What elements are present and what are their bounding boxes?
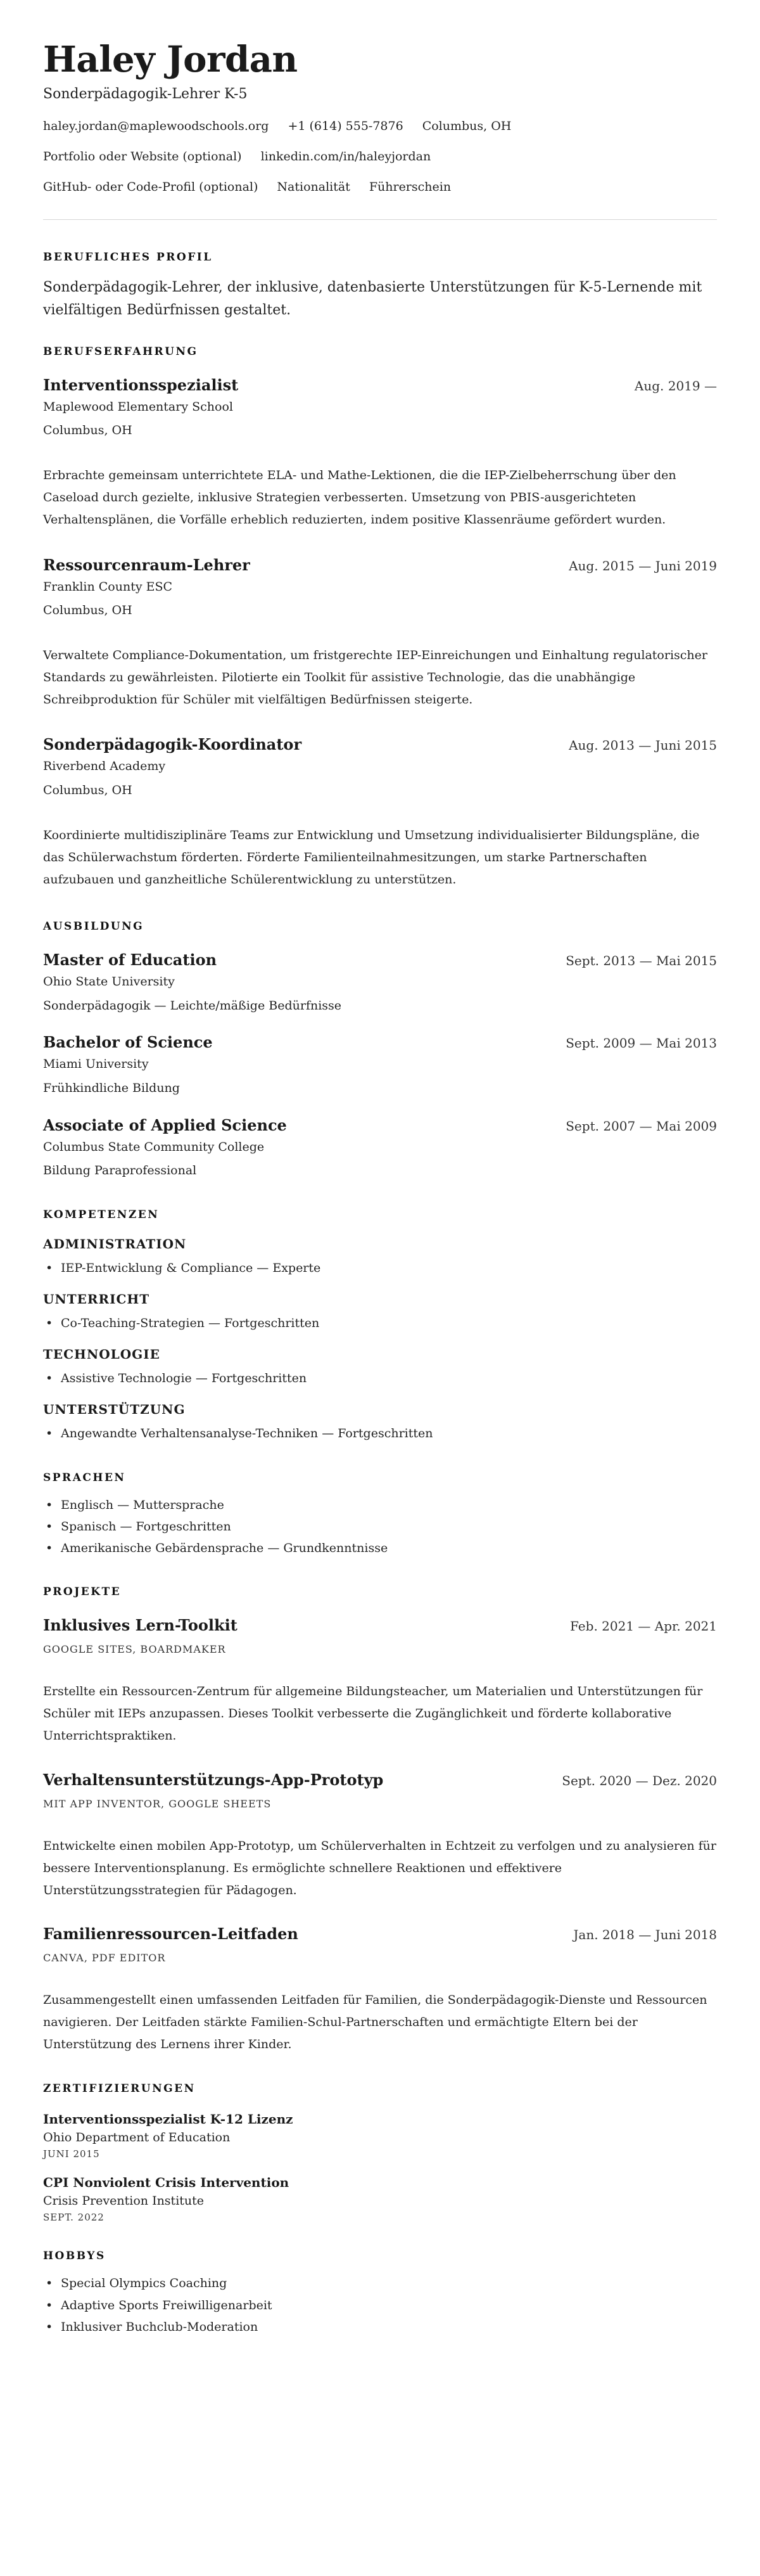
certification-issuer: Crisis Prevention Institute xyxy=(43,2194,205,2208)
contact-phone[interactable]: +1 (614) 555-7876 xyxy=(288,119,403,134)
certification-entry xyxy=(43,2111,717,2160)
education-entry xyxy=(43,1033,717,1096)
skills-section xyxy=(43,1208,717,1445)
experience-entry xyxy=(43,735,717,891)
skill-group xyxy=(43,1347,717,1389)
project-tech: GOOGLE SITES, BOARDMAKER xyxy=(43,1643,226,1656)
contact-row-extra xyxy=(43,179,717,195)
candidate-name: Haley Jordan xyxy=(43,39,298,80)
header-divider xyxy=(43,219,717,220)
degree-title: Master of Education xyxy=(43,950,217,969)
school-name: Ohio State University xyxy=(43,974,175,989)
skill-item: • Co-Teaching-Strategien — Fortgeschritten xyxy=(43,1312,717,1334)
hobby-item: • Adaptive Sports Freiwilligenarbeit xyxy=(43,2295,717,2316)
section-title-hobbies: HOBBYS xyxy=(43,2250,106,2263)
job-employer: Maplewood Elementary School xyxy=(43,399,233,414)
skill-category: TECHNOLOGIE xyxy=(43,1347,160,1362)
project-entry xyxy=(43,1771,717,1902)
project-date: Jan. 2018 — Juni 2018 xyxy=(573,1926,717,1942)
job-employer: Riverbend Academy xyxy=(43,759,166,774)
education-entry xyxy=(43,1116,717,1179)
school-name: Columbus State Community College xyxy=(43,1139,265,1154)
section-title-skills: KOMPETENZEN xyxy=(43,1208,160,1221)
job-location: Columbus, OH xyxy=(43,783,132,797)
skill-category: UNTERRICHT xyxy=(43,1291,150,1307)
project-entry xyxy=(43,1616,717,1747)
languages-section xyxy=(43,1471,717,1560)
degree-date: Sept. 2007 — Mai 2009 xyxy=(566,1118,717,1134)
project-date: Sept. 2020 — Dez. 2020 xyxy=(562,1772,717,1788)
degree-date: Sept. 2009 — Mai 2013 xyxy=(566,1035,717,1051)
degree-field: Frühkindliche Bildung xyxy=(43,1080,180,1095)
school-name: Miami University xyxy=(43,1057,149,1072)
project-title: Familienressourcen-Leitfaden xyxy=(43,1924,298,1943)
contact-drivers-license: Führerschein xyxy=(369,179,452,194)
language-item: • Englisch — Muttersprache xyxy=(43,1494,717,1516)
section-title-profile: BERUFLICHES PROFIL xyxy=(43,251,213,264)
project-entry xyxy=(43,1925,717,2056)
contact-email[interactable]: haley.jordan@maplewoodschools.org xyxy=(43,119,269,134)
experience-entry xyxy=(43,556,717,712)
profile-section xyxy=(43,251,717,321)
education-entry xyxy=(43,951,717,1014)
certification-date: JUNI 2015 xyxy=(43,2148,100,2160)
job-date: Aug. 2013 — Juni 2015 xyxy=(569,738,717,753)
project-description: Erstellte ein Ressourcen-Zentrum für allgemeine Bildungsteacher, um Materialien und Unterstützungen für Schüler mit IEPs anzupassen. Dieses Toolkit verbesserte die Zugänglichkeit und förderte kollaborative Unterrichtspraktiken. xyxy=(43,1684,703,1743)
project-description: Entwickelte einen mobilen App-Prototyp, um Schülerverhalten in Echtzeit zu verfolgen und zu analysieren für bessere Interventionsplanung. Es ermöglichte schnellere Reaktionen und effektivere Unterstützungsstrategien für Pädagogen. xyxy=(43,1838,716,1897)
contact-github[interactable]: GitHub- oder Code-Profil (optional) xyxy=(43,179,258,194)
job-description: Koordinierte multidisziplinäre Teams zur Entwicklung und Umsetzung individualisierter Bildungspläne, die das Schülerwachstum förderten. Förderte Familienteilnahmesitzungen, um starke Partnerschaften aufzubauen und ganzheitliche Schülerentwicklung zu unterstützen. xyxy=(43,828,700,887)
degree-field: Bildung Paraprofessional xyxy=(43,1163,197,1178)
profile-summary: Sonderpädagogik-Lehrer, der inklusive, datenbasierte Unterstützungen für K-5-Lernende mit vielfältigen Bedürfnissen gestaltet. xyxy=(43,279,702,318)
languages-list xyxy=(43,1494,717,1560)
project-description: Zusammengestellt einen umfassenden Leitfaden für Familien, die Sonderpädagogik-Dienste und Ressourcen navigieren. Der Leitfaden stärkte Familien-Schul-Partnerschaften und ermächtigte Eltern bei der Unterstützung des Lernens ihrer Kinder. xyxy=(43,1992,707,2052)
degree-title: Associate of Applied Science xyxy=(43,1115,287,1134)
contact-location: Columbus, OH xyxy=(422,119,512,134)
project-title: Inklusives Lern-Toolkit xyxy=(43,1616,238,1635)
certification-date: SEPT. 2022 xyxy=(43,2212,104,2224)
section-title-languages: SPRACHEN xyxy=(43,1471,126,1484)
certification-title: Interventionsspezialist K-12 Lizenz xyxy=(43,2111,293,2127)
hobbies-list xyxy=(43,2272,717,2338)
resume-header xyxy=(43,39,717,195)
skill-group xyxy=(43,1402,717,1444)
certification-issuer: Ohio Department of Education xyxy=(43,2131,231,2145)
hobby-item: • Inklusiver Buchclub-Moderation xyxy=(43,2316,717,2338)
language-item: • Amerikanische Gebärdensprache — Grundkenntnisse xyxy=(43,1537,717,1559)
job-date: Aug. 2019 — xyxy=(634,378,717,394)
experience-entry xyxy=(43,376,717,532)
skill-category: UNTERSTÜTZUNG xyxy=(43,1402,186,1418)
projects-section xyxy=(43,1586,717,2056)
certification-entry xyxy=(43,2175,717,2223)
skill-category: ADMINISTRATION xyxy=(43,1236,187,1252)
job-title: Interventionsspezialist xyxy=(43,375,239,394)
candidate-headline: Sonderpädagogik-Lehrer K-5 xyxy=(43,86,248,103)
job-location: Columbus, OH xyxy=(43,423,132,438)
job-employer: Franklin County ESC xyxy=(43,579,173,594)
degree-date: Sept. 2013 — Mai 2015 xyxy=(566,952,717,968)
section-title-projects: PROJEKTE xyxy=(43,1586,122,1599)
job-title: Ressourcenraum-Lehrer xyxy=(43,555,250,574)
skill-item: • Assistive Technologie — Fortgeschritten xyxy=(43,1368,717,1389)
skill-item: • Angewandte Verhaltensanalyse-Techniken — Fortgeschritten xyxy=(43,1423,717,1444)
certification-title: CPI Nonviolent Crisis Intervention xyxy=(43,2175,289,2191)
contact-row-primary xyxy=(43,119,717,134)
degree-title: Bachelor of Science xyxy=(43,1033,213,1052)
project-tech: MIT APP INVENTOR, GOOGLE SHEETS xyxy=(43,1797,272,1810)
contact-row-links xyxy=(43,149,717,165)
job-date: Aug. 2015 — Juni 2019 xyxy=(569,558,717,574)
certifications-section xyxy=(43,2082,717,2223)
skill-item: • IEP-Entwicklung & Compliance — Experte xyxy=(43,1257,717,1279)
degree-field: Sonderpädagogik — Leichte/mäßige Bedürfnisse xyxy=(43,998,342,1013)
job-title: Sonderpädagogik-Koordinator xyxy=(43,735,302,754)
job-description: Verwaltete Compliance-Dokumentation, um fristgerechte IEP-Einreichungen und Einhaltung regulatorischer Standards zu gewährleisten. Pilotierte ein Toolkit für assistive Technologie, das die unabhängige Schreibproduktion für Schüler mit vielfältigen Bedürfnissen steigerte. xyxy=(43,648,707,707)
project-date: Feb. 2021 — Apr. 2021 xyxy=(570,1618,717,1634)
job-description: Erbrachte gemeinsam unterrichtete ELA- und Mathe-Lektionen, die die IEP-Zielbeherrschung über den Caseload durch gezielte, inklusive Strategien verbesserten. Umsetzung von PBIS-ausgerichteten Verhaltensplänen, die Vorfälle erheblich reduzierten, indem positive Klassenräume gefördert wurden. xyxy=(43,468,676,527)
project-title: Verhaltensunterstützungs-App-Prototyp xyxy=(43,1770,384,1789)
language-item: • Spanisch — Fortgeschritten xyxy=(43,1516,717,1537)
job-location: Columbus, OH xyxy=(43,603,132,618)
section-title-experience: BERUFSERFAHRUNG xyxy=(43,345,198,358)
project-tech: CANVA, PDF EDITOR xyxy=(43,1951,166,1964)
hobby-item: • Special Olympics Coaching xyxy=(43,2272,717,2294)
experience-section xyxy=(43,345,717,891)
education-section xyxy=(43,920,717,1179)
skill-group xyxy=(43,1291,717,1334)
section-title-certifications: ZERTIFIZIERUNGEN xyxy=(43,2082,196,2096)
hobbies-section xyxy=(43,2250,717,2338)
skill-group xyxy=(43,1236,717,1279)
section-title-education: AUSBILDUNG xyxy=(43,920,144,933)
contact-nationality: Nationalität xyxy=(277,179,350,194)
contact-portfolio[interactable]: Portfolio oder Website (optional) xyxy=(43,150,242,164)
contact-linkedin[interactable]: linkedin.com/in/haleyjordan xyxy=(260,150,431,164)
